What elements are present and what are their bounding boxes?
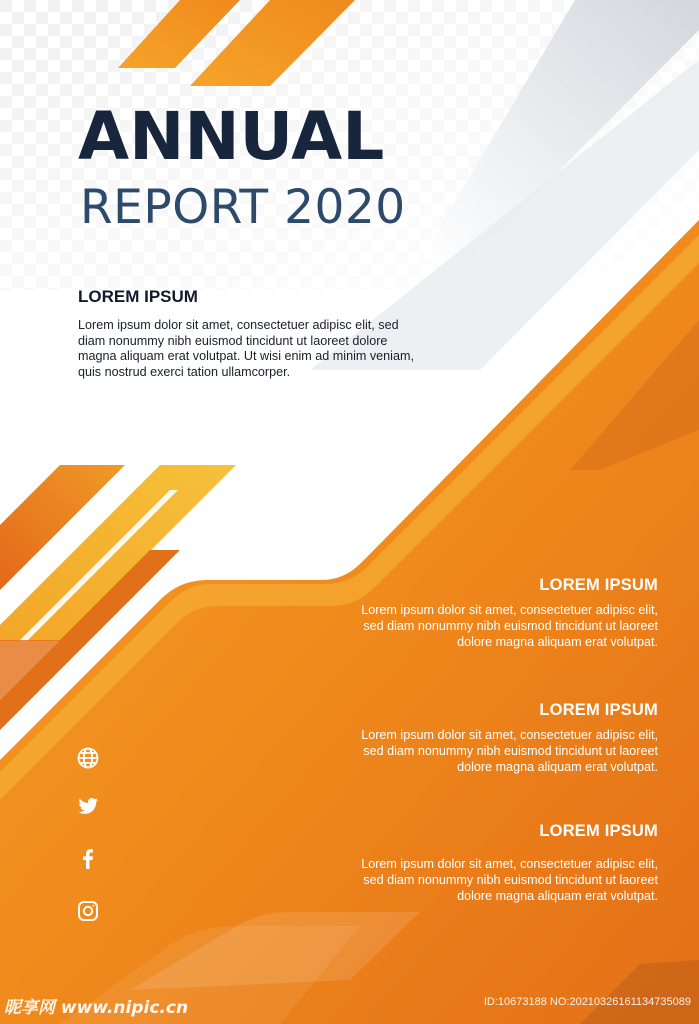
twitter-icon[interactable] [76, 794, 100, 818]
globe-icon[interactable] [76, 746, 100, 770]
section-two-heading: LOREM IPSUM [539, 701, 658, 719]
section-three [358, 822, 658, 904]
intro-heading: LOREM IPSUM [78, 287, 198, 306]
section-one [358, 576, 658, 650]
report-subtitle: REPORT 2020 [80, 180, 406, 235]
section-one-heading: LOREM IPSUM [539, 576, 658, 594]
section-two-text: Lorem ipsum dolor sit amet, consectetuer adipisc elit, sed diam nonummy nibh euismod tincidunt ut laoreet dolore magna aliquam erat volutpat. [361, 728, 658, 774]
watermark-site: 昵享网 www.nipic.cn [4, 998, 189, 1018]
intro-paragraph: Lorem ipsum dolor sit amet, consectetuer adipisc elit, sed diam nonummy nibh euismod tincidunt ut laoreet dolore magna aliquam erat volutpat. Ut wisi enim ad minim veniam, quis nostrud exerci tation ullamcorper. [78, 318, 414, 379]
section-three-heading: LOREM IPSUM [539, 822, 658, 840]
facebook-icon[interactable] [76, 847, 100, 871]
report-title: ANNUAL [78, 98, 385, 175]
section-two [358, 701, 658, 775]
section-one-text: Lorem ipsum dolor sit amet, consectetuer adipisc elit, sed diam nonummy nibh euismod tincidunt ut laoreet dolore magna aliquam erat volutpat. [361, 603, 658, 649]
section-three-text: Lorem ipsum dolor sit amet, consectetuer adipisc elit, sed diam nonummy nibh euismod tincidunt ut laoreet dolore magna aliquam erat volutpat. [361, 857, 658, 903]
watermark-id: ID:10673188 NO:20210326161134735089 [483, 996, 691, 1008]
instagram-icon[interactable] [76, 899, 100, 923]
